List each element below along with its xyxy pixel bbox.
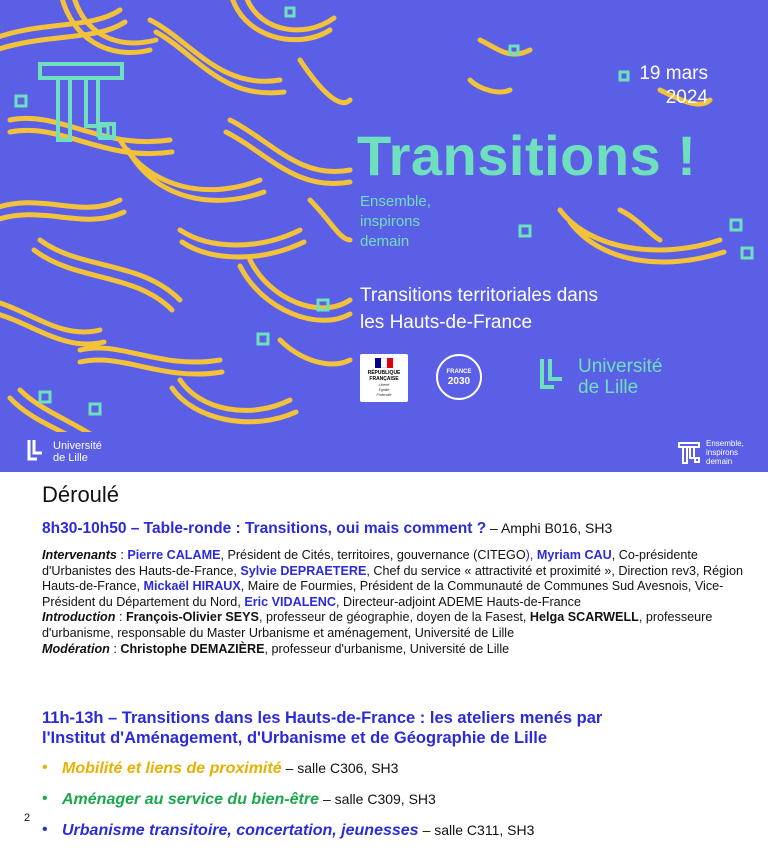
workshop-title: Urbanisme transitoire, concertation, jeunesses	[62, 822, 419, 839]
intro-name: François-Olivier SEYS	[125, 610, 259, 625]
session1-title: 8h30-10h50 – Table-ronde : Transitions, oui mais comment ?	[42, 520, 487, 537]
separator: :	[116, 548, 128, 562]
bullet-icon: •	[42, 759, 48, 776]
event-banner	[0, 0, 768, 432]
strip-ensemble-logo	[678, 439, 744, 466]
tagline-line: inspirons	[360, 213, 421, 230]
session1-room: – Amphi B016, SH3	[486, 520, 613, 536]
motto-liberte: Liberté	[378, 383, 390, 387]
separator: :	[115, 610, 126, 625]
workshop-list	[42, 758, 742, 851]
event-subtitle	[360, 282, 680, 336]
intervenants-label: Intervenants	[42, 548, 117, 562]
speaker-role: , Directeur-adjoint ADEME Hauts-de-France	[336, 594, 581, 609]
francaise-line: FRANÇAISE	[369, 376, 399, 382]
ulille-mark-icon	[538, 357, 572, 397]
strip-ulille-logo	[26, 439, 102, 465]
universite-de-lille-logo	[538, 356, 662, 398]
republique-line: RÉPUBLIQUE	[367, 370, 401, 376]
workshop-room: – salle C309, SH3	[322, 791, 436, 807]
workshop-item	[42, 820, 742, 841]
separator: :	[109, 641, 121, 656]
workshop-item	[42, 758, 742, 779]
strip-ens-line1: Ensemble,	[706, 439, 744, 448]
footer-logo-strip	[0, 432, 768, 472]
workshop-title: Aménager au service du bien-être	[62, 791, 319, 808]
session2-title	[42, 708, 742, 748]
workshop-room: – salle C311, SH3	[422, 822, 535, 838]
speaker-role: , Co-présidente d'Urbanistes des Hauts-de-France,	[42, 548, 698, 578]
motto-fraternite: Fraternité	[376, 393, 392, 397]
speaker-role: , Président de Cités, territoires, gouvernance (CITEGO	[220, 548, 526, 562]
france-2030-line2: 2030	[447, 376, 471, 387]
event-title: Transitions !	[357, 124, 697, 187]
strip-ens-line2: inspirons	[706, 448, 739, 457]
moderation-label: Modération	[42, 641, 110, 656]
event-date-day: 19 mars	[639, 63, 708, 84]
tagline-line: demain	[360, 233, 410, 250]
strip-ulille-line2: de Lille	[53, 452, 88, 464]
french-flag-icon	[375, 358, 393, 368]
strip-ens-line3: demain	[706, 457, 733, 466]
session2-title-line: 11h-13h – Transitions dans les Hauts-de-France : les ateliers menés par	[42, 709, 603, 727]
bullet-icon: •	[42, 821, 48, 838]
workshop-title: Mobilité et liens de proximité	[62, 760, 282, 777]
session1-header	[42, 520, 752, 538]
event-tagline	[360, 192, 480, 252]
paren-close: ),	[525, 548, 537, 562]
workshop-item	[42, 789, 742, 810]
subtitle-line: les Hauts-de-France	[360, 312, 533, 333]
event-date	[608, 62, 708, 110]
speaker-name: Mickaël HIRAUX	[143, 579, 241, 594]
speaker-name: Pierre CALAME	[127, 548, 221, 562]
ulille-line1: Université	[578, 356, 663, 377]
speaker-name: Eric VIDALENC	[244, 594, 336, 609]
speaker-name: Sylvie DEPRAETERE	[240, 563, 367, 578]
session2-title-line: l'Institut d'Aménagement, d'Urbanisme et de Géographie de Lille	[42, 729, 548, 747]
page-number: 2	[24, 812, 31, 824]
motto-egalite: Égalité	[378, 388, 390, 392]
session1-details	[42, 548, 748, 657]
introduction-label: Introduction	[42, 610, 116, 625]
programme-heading: Déroulé	[42, 482, 120, 507]
event-date-year: 2024	[665, 87, 708, 108]
bullet-icon: •	[42, 790, 48, 807]
intro-role: , professeure d'urbanisme, responsable du Master Urbanisme et aménagement, Université de Lille	[42, 610, 713, 640]
intro-name: Helga SCARWELL	[529, 610, 639, 625]
workshop-room: – salle C306, SH3	[285, 760, 399, 776]
moderator-role: , professeur d'urbanisme, Université de Lille	[264, 641, 510, 656]
moderator-name: Christophe DEMAZIÈRE	[120, 641, 265, 656]
france-2030-line1: FRANCE	[446, 369, 472, 375]
subtitle-line: Transitions territoriales dans	[360, 285, 598, 306]
speaker-name: Myriam CAU	[536, 548, 612, 562]
speaker-role: , Maire de Fourmies, Président de la Communauté de Communes Sud Avesnois, Vice-Président du Département du Nord,	[42, 579, 724, 609]
republique-francaise-logo	[360, 354, 408, 402]
france-2030-logo	[436, 354, 482, 400]
ulille-mark-icon	[26, 439, 48, 465]
tagline-line: Ensemble,	[360, 193, 431, 210]
intro-role: , professeur de géographie, doyen de la Fasest,	[258, 610, 530, 625]
ulille-line2: de Lille	[578, 377, 639, 398]
strip-ulille-line1: Université	[53, 440, 102, 452]
transitions-t-icon	[678, 441, 702, 465]
speaker-role: , Chef du service « attractivité et proximité », Direction rev3, Région Hauts-de-France,	[42, 563, 743, 594]
